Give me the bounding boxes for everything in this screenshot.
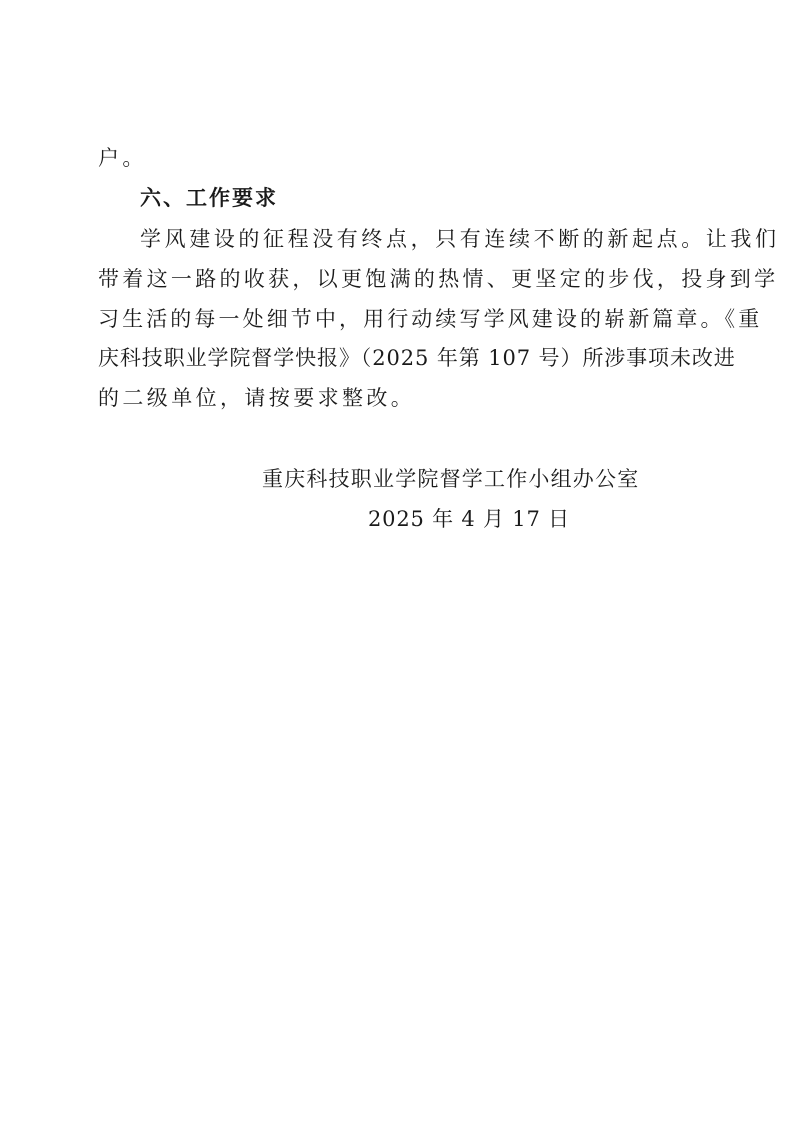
paragraph-line: 学风建设的征程没有终点，只有连续不断的新起点。让我们 bbox=[140, 227, 780, 251]
carryover-text: 户。 bbox=[98, 146, 147, 170]
paragraph-line: 庆科技职业学院督学快报》（2025 年第 107 号）所涉事项未改进 bbox=[98, 346, 736, 370]
signature-organization: 重庆科技职业学院督学工作小组办公室 bbox=[262, 467, 640, 491]
paragraph-line: 的二级单位，请按要求整改。 bbox=[98, 386, 416, 410]
section-heading: 六、工作要求 bbox=[140, 186, 278, 210]
paragraph-line: 带着这一路的收获，以更饱满的热情、更坚定的步伐，投身到学 bbox=[98, 267, 779, 291]
signature-date: 2025 年 4 月 17 日 bbox=[368, 507, 570, 531]
paragraph-line: 习生活的每一处细节中，用行动续写学风建设的崭新篇章。《重 bbox=[98, 307, 763, 331]
